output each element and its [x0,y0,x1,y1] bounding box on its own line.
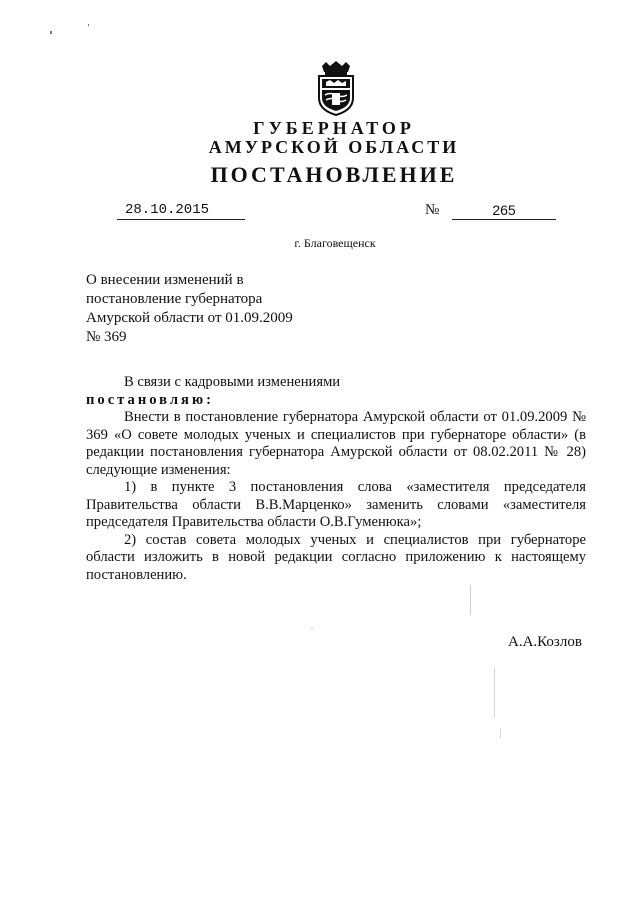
header-region: АМУРСКОЙ ОБЛАСТИ [208,137,460,157]
document-number: 265 [452,201,556,220]
scan-speck [494,668,495,718]
list-item: 2) состав совета молодых ученых и специалистов при губернаторе области изложить в новой редакции согласно приложению к настоящему постановлению. [86,531,586,583]
signature-name: А.А.Козлов [508,634,582,650]
title-line: О внесении изменений в [86,272,244,288]
title-line: Амурской области от 01.09.2009 [86,310,293,326]
list-item: 1) в пункте 3 постановления слова «заместителя председателя Правительства области В.В.Марценко» заменить словами «заместителя председателя Правительства области О.В.Гуменюка»; [86,479,586,530]
document-date: 28.10.2015 [117,201,245,220]
title-line: № 369 [86,329,127,345]
scan-speck [500,728,501,738]
scan-speck [311,628,313,629]
title-line: постановление губернатора [86,291,263,307]
coat-of-arms-icon [316,60,356,116]
main-paragraph: Внести в постановление губернатора Амурской области от 01.09.2009 № 369 «О совете молодых ученых и специалистов при губернаторе области» (в редакции постановления губернатора Амурской области от 08.02.2011 № 28) следующие изменения: [86,409,586,478]
intro-line: В связи с кадровыми изменениями [124,374,341,390]
document-type-heading: ПОСТАНОВЛЕНИЕ [210,162,458,187]
document-title [86,271,293,347]
header-governor: ГУБЕРНАТОР [253,118,415,138]
decree-word: постановляю: [86,391,214,408]
scan-speck [50,31,52,34]
scan-speck [88,24,89,26]
city-label: г. Благовещенск [294,236,376,250]
number-sign: № [425,202,440,218]
document-body [86,374,586,584]
scan-speck [470,585,471,615]
